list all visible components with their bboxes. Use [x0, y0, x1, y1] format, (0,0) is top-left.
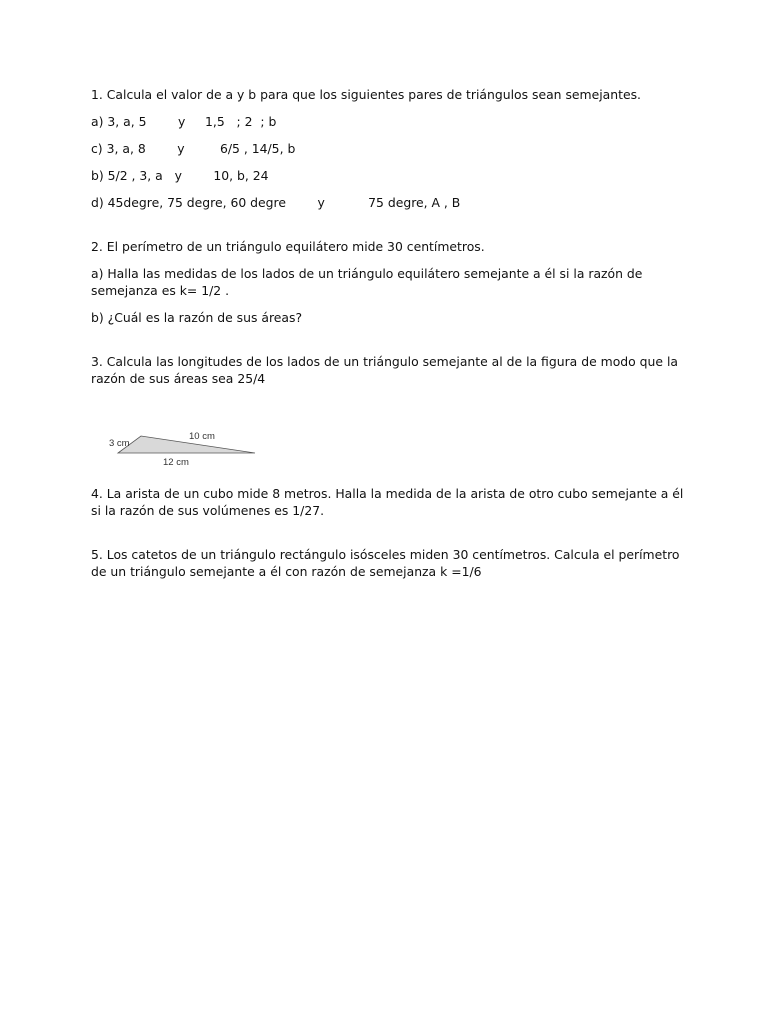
question-1-item-b: b) 5/2 , 3, a y 10, b, 24 [91, 168, 269, 183]
worksheet [91, 86, 691, 580]
label-side-left: 3 cm [109, 438, 130, 449]
question-2-prompt: 2. El perímetro de un triángulo equilátero mide 30 centímetros. [91, 239, 485, 254]
question-1-item-c: c) 3, a, 8 y 6/5 , 14/5, b [91, 141, 296, 156]
question-2-item-a: a) Halla las medidas de los lados de un triángulo equilátero semejante a él si la razón de semejanza es k= 1/2 . [91, 266, 647, 298]
label-side-bottom: 12 cm [163, 457, 189, 468]
question-4-prompt: 4. La arista de un cubo mide 8 metros. Halla la medida de la arista de otro cubo semejante a él si la razón de sus volúmenes es 1/27. [91, 486, 688, 518]
question-3-prompt: 3. Calcula las longitudes de los lados de un triángulo semejante al de la figura de modo que la razón de sus áreas sea 25/4 [91, 354, 682, 386]
question-1-item-d: d) 45degre, 75 degre, 60 degre y 75 degre, A , B [91, 195, 461, 210]
question-5-prompt: 5. Los catetos de un triángulo rectángulo isósceles miden 30 centímetros. Calcula el perímetro de un triángulo semejante a él con razón de semejanza k =1/6 [91, 547, 684, 579]
question-2-item-b: b) ¿Cuál es la razón de sus áreas? [91, 310, 303, 325]
triangle-polygon [118, 436, 255, 453]
question-1-item-a: a) 3, a, 5 y 1,5 ; 2 ; b [91, 114, 277, 129]
label-side-top: 10 cm [189, 431, 215, 442]
question-1-prompt: 1. Calcula el valor de a y b para que los siguientes pares de triángulos sean semejantes. [91, 87, 641, 102]
triangle-figure [107, 427, 277, 471]
